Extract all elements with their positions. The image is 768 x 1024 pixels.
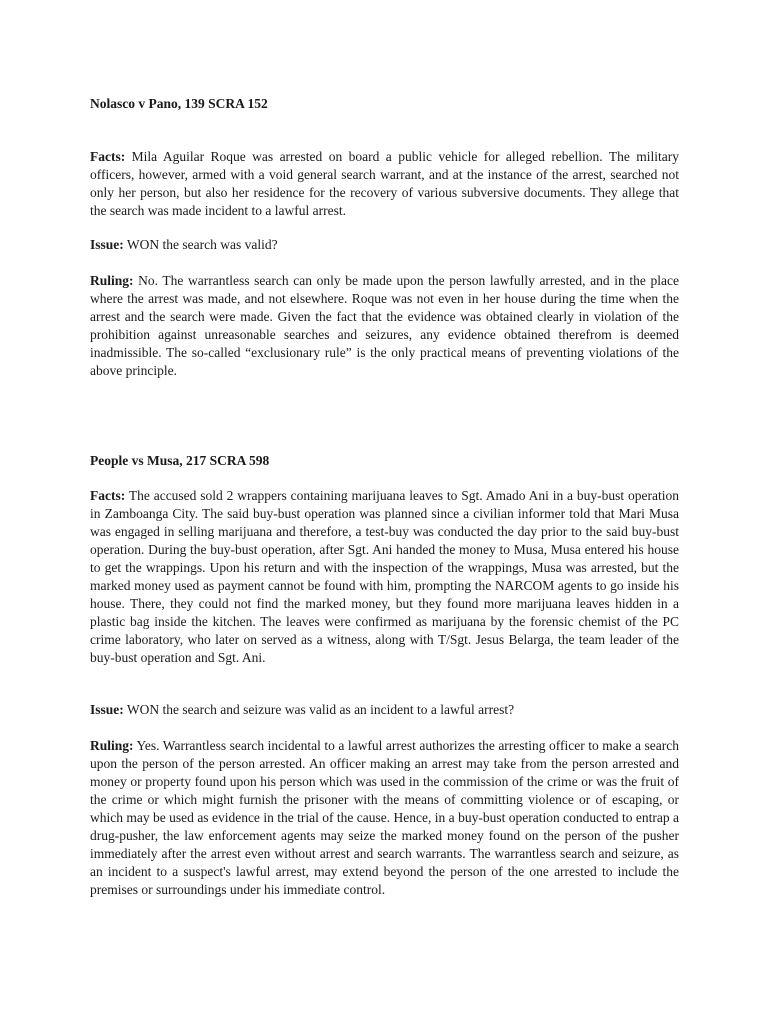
ruling-text: Yes. Warrantless search incidental to a lawful arrest authorizes the arresting officer to make a search upon the person of the person arrested. An officer making an arrest may take from the person arrested and money or property found upon his person which was used in the commission of the crime or was the fruit of the crime or which might furnish the prisoner with the means of committing violence or of escaping, or which may be used as evidence in the trial of the cause. Hence, in a buy-bust operation conducted to entrap a drug-pusher, the law enforcement agents may seize the marked money found on the person of the pusher immediately after the arrest even without arrest and search warrants. The warrantless search and seizure, as an incident to a suspect's lawful arrest, may extend beyond the person of the one arrested to include the premises or surroundings under his immediate control. [90,738,679,897]
ruling-label: Ruling: [90,738,134,753]
facts-text: The accused sold 2 wrappers containing marijuana leaves to Sgt. Amado Ani in a buy-bust operation in Zamboanga City. The said buy-bust operation was planned since a civilian informer told that Mari Musa was engaged in selling marijuana and therefore, a test-buy was conducted the day prior to the said buy-bust operation. During the buy-bust operation, after Sgt. Ani handed the money to Musa, Musa entered his house to get the wrappings. Upon his return and with the inspection of the wrappings, Musa was arrested, but the marked money used as payment cannot be found with him, prompting the NARCOM agents to go inside his house. There, they could not find the marked money, but they found more marijuana leaves hidden in a plastic bag inside the kitchen. The leaves were confirmed as marijuana by the forensic chemist of the PC crime laboratory, who later on served as a witness, along with T/Sgt. Jesus Belarga, the team leader of the buy-bust operation and Sgt. Ani. [90,488,679,665]
facts-label: Facts: [90,488,126,503]
ruling-paragraph [90,737,679,899]
issue-label: Issue: [90,237,124,252]
issue-paragraph [90,701,679,719]
facts-paragraph [90,148,679,220]
issue-label: Issue: [90,702,124,717]
facts-label: Facts: [90,149,126,164]
issue-paragraph [90,236,679,254]
ruling-paragraph [90,272,679,380]
case-title: People vs Musa, 217 SCRA 598 [90,453,270,468]
issue-text: WON the search and seizure was valid as an incident to a lawful arrest? [126,702,515,717]
ruling-label: Ruling: [90,273,134,288]
ruling-text: No. The warrantless search can only be made upon the person lawfully arrested, and in the place where the arrest was made, and not elsewhere. Roque was not even in her house during the time when the arrest and the search were made. Given the fact that the evidence was obtained clearly in violation of the prohibition against unreasonable searches and seizures, any evidence obtained therefrom is deemed inadmissible. The so-called “exclusionary rule” is the only practical means of preventing violations of the above principle. [90,273,680,378]
case-title: Nolasco v Pano, 139 SCRA 152 [90,96,268,111]
issue-text: WON the search was valid? [126,237,278,252]
facts-text: Mila Aguilar Roque was arrested on board a public vehicle for alleged rebellion. The military officers, however, armed with a void general search warrant, and at the instance of the arrest, searched not only her person, but also her residence for the recovery of various subversive documents. They allege that the search was made incident to a lawful arrest. [90,149,679,218]
facts-paragraph [90,487,679,667]
